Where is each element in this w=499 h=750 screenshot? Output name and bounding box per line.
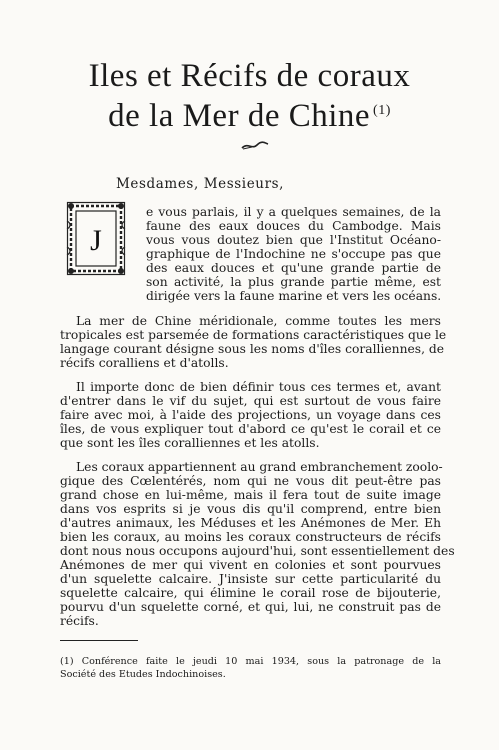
paragraph-4-line: squelette calcaire, qui élimine le corail rose de bijouterie,: [60, 586, 441, 600]
paragraph-3-line: que sont les îles coralliennes et les atolls.: [60, 436, 320, 450]
paragraph-1-line: des eaux douces et qu'une grande partie de: [146, 261, 441, 275]
paragraph-3-line: îles, de vous expliquer tout d'abord ce qu'est le corail et ce: [60, 422, 441, 436]
title-line-1: Iles et Récifs de coraux: [88, 58, 411, 94]
footnote-divider: [60, 640, 138, 641]
paragraph-4-line: récifs.: [60, 614, 99, 628]
paragraph-4-line: d'un squelette calcaire. J'insiste sur cette particularité du: [60, 572, 441, 586]
paragraph-4-line: pourvu d'un squelette corné, et qui, lui, ne construit pas de: [60, 600, 441, 614]
drop-cap-letter: J: [90, 224, 102, 257]
paragraph-3-line: faire avec moi, à l'aide des projections, un voyage dans ces: [60, 408, 441, 422]
footnote-reference: (1): [373, 103, 391, 118]
paragraph-4-line: gique des Cœlentérés, nom qui ne vous dit peut-être pas: [60, 474, 441, 488]
ornament-flourish: [240, 141, 270, 151]
title-line-2: [0, 98, 499, 135]
paragraph-1-line: graphique de l'Indochine ne s'occupe pas que: [146, 247, 441, 261]
footnote-line: Société des Etudes Indochinoises.: [60, 669, 226, 680]
paragraph-1-line: dirigée vers la faune marine et vers les océans.: [146, 289, 442, 303]
paragraph-4-line: dans vos esprits si je vous dis qu'il comprend, entre bien: [60, 502, 441, 516]
paragraph-2-line: récifs coralliens et d'atolls.: [60, 356, 229, 370]
drop-cap-ornament: [66, 201, 126, 276]
paragraph-1-line: faune des eaux douces du Cambodge. Mais: [146, 219, 441, 233]
paragraph-1-line: son activité, la plus grande partie même, est: [146, 275, 441, 289]
footnote-line: (1) Conférence faite le jeudi 10 mai 1934, sous la patronage de la: [60, 656, 441, 667]
paragraph-2-line: tropicales est parsemée de formations caractéristiques que le: [60, 328, 447, 342]
paragraph-4-line: Anémones de mer qui vivent en colonies et sont pourvues: [60, 558, 441, 572]
paragraph-1-line: vous vous doutez bien que l'Institut Océano-: [146, 233, 441, 247]
paragraph-4-line: d'autres animaux, les Méduses et les Anémones de Mer. Eh: [60, 516, 441, 530]
paragraph-3-line: d'entrer dans le vif du sujet, qui est surtout de vous faire: [60, 394, 441, 408]
paragraph-4-line: bien les coraux, au moins les coraux constructeurs de récifs: [60, 530, 441, 544]
paragraph-2-line: La mer de Chine méridionale, comme toutes les mers: [76, 314, 441, 328]
title-line-2-text: de la Mer de Chine: [108, 98, 371, 134]
paragraph-1-line: e vous parlais, il y a quelques semaines, de la: [146, 205, 441, 219]
paragraph-4-line: Les coraux appartiennent au grand embranchement zoolo-: [76, 460, 443, 474]
paragraph-4-line: dont nous nous occupons aujourd'hui, sont essentiellement des: [60, 544, 455, 558]
salutation: Mesdames, Messieurs,: [116, 176, 285, 192]
paragraph-2-line: langage courant désigne sous les noms d'îles coralliennes, de: [60, 342, 445, 356]
paragraph-3-line: Il importe donc de bien définir tous ces termes et, avant: [76, 380, 441, 394]
paragraph-4-line: grand chose en lui-même, mais il fera tout de suite image: [60, 488, 441, 502]
